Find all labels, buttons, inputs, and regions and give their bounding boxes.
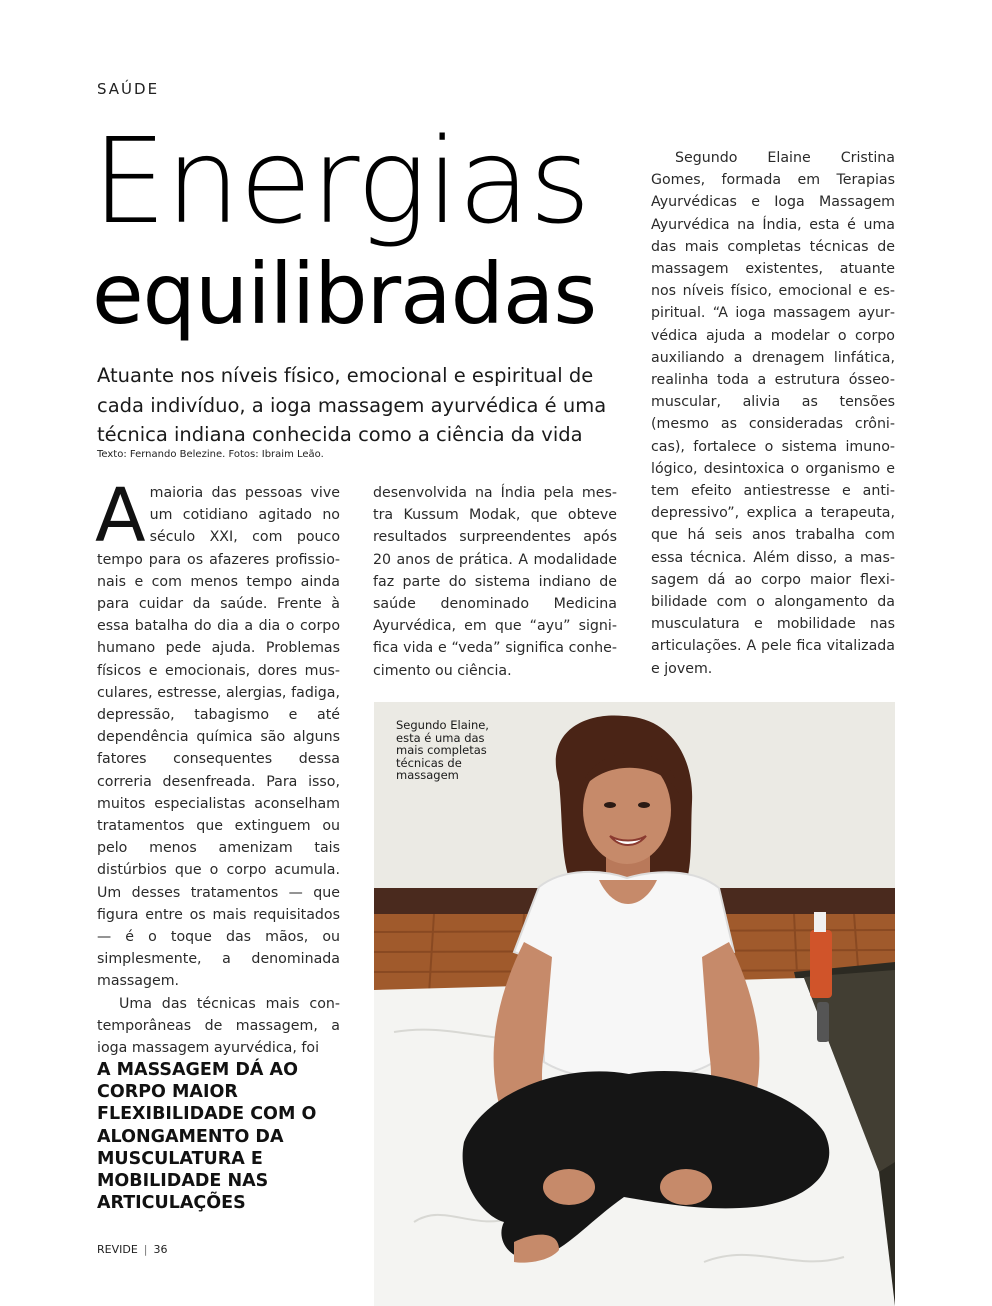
page-number: 36	[153, 1243, 168, 1256]
headline-line-1: Energias	[92, 112, 590, 250]
section-label: SAÚDE	[97, 80, 160, 98]
article-column-3	[651, 147, 895, 680]
folio	[97, 1243, 168, 1256]
pull-quote: A MASSAGEM DÁ AO CORPO MAIOR FLEXIBILIDADE COM O ALONGAMENTO DA MUSCULATURA E MOBILIDADE NAS ARTICULAÇÕES	[97, 1060, 317, 1214]
credits: Texto: Fernando Belezine. Fotos: Ibraim Leão.	[97, 449, 324, 460]
article-column-1	[95, 473, 340, 1059]
paragraph: desenvolvida na Índia pela mestra Kussum Modak, que obteve resultados surpreendentes após 20 anos de prática. A modalidade faz parte do sistema indiano de saúde denominado Medicina Ayurvédica, em que “ayu” significa vida e “veda” significa conhecimento ou ciência.	[373, 485, 617, 679]
headline-line-2: equilibradas	[92, 245, 597, 343]
article-column-2	[373, 482, 617, 682]
paragraph-text: maioria das pessoas vive um cotidiano agitado no século XXI, com pouco tempo para os afazeres profissionais e com menos tempo ainda para cuidar da saúde. Frente à essa batalha do dia a dia o corpo humano pede ajuda. Problemas físicos e emocionais, dores musculares, estresse, alergias, fadiga, depressão, tabagismo e até dependência química são alguns fatores consequentes dessa correria desenfreada. Para isso, muitos especialistas aconselham tratamentos que extinguem ou pelo menos amenizam tais distúrbios que o corpo acumula. Um desses tratamentos — que figura entre os mais requisitados — é o toque das mãos, ou simplesmente, a denominada massagem.	[97, 485, 340, 990]
paragraph: Uma das técnicas mais contemporâneas de massagem, a ioga massagem ayurvédica, foi	[97, 995, 340, 1057]
drop-cap: A	[95, 473, 146, 559]
magazine-name: REVIDE	[97, 1243, 138, 1256]
paragraph: Segundo Elaine Cristina Gomes, formada em Terapias Ayurvédicas e Ioga Massagem Ayurvédica na Índia, esta é uma das mais completas técnicas de massagem existentes, atuante nos níveis físico, emocional e espiritual. “A ioga massagem ayurvédica ajuda a modelar o corpo auxiliando a drenagem linfática, realinha toda a estrutura ósseo-muscular, alivia as tensões (mesmo as consideradas crônicas), fortalece o sistema imunológico, desintoxica o organismo e tem efeito antiestresse e antidepressivo”, explica a terapeuta, que há seis anos trabalha com essa técnica. Além disso, a massagem dá ao corpo maior flexibilidade com o alongamento da musculatura e mobilidade nas articulações. A pele fica vitalizada e jovem.	[651, 150, 895, 677]
photo-caption: Segundo Elaine, esta é uma das mais completas técnicas de massagem	[396, 718, 489, 782]
folio-separator: |	[143, 1243, 148, 1256]
photo-woman-seated	[374, 702, 895, 1306]
paragraph	[95, 473, 340, 993]
subtitle: Atuante nos níveis físico, emocional e espiritual de cada indivíduo, a ioga massagem ayurvédica é uma técnica indiana conhecida como a ciência da vida	[97, 364, 607, 446]
